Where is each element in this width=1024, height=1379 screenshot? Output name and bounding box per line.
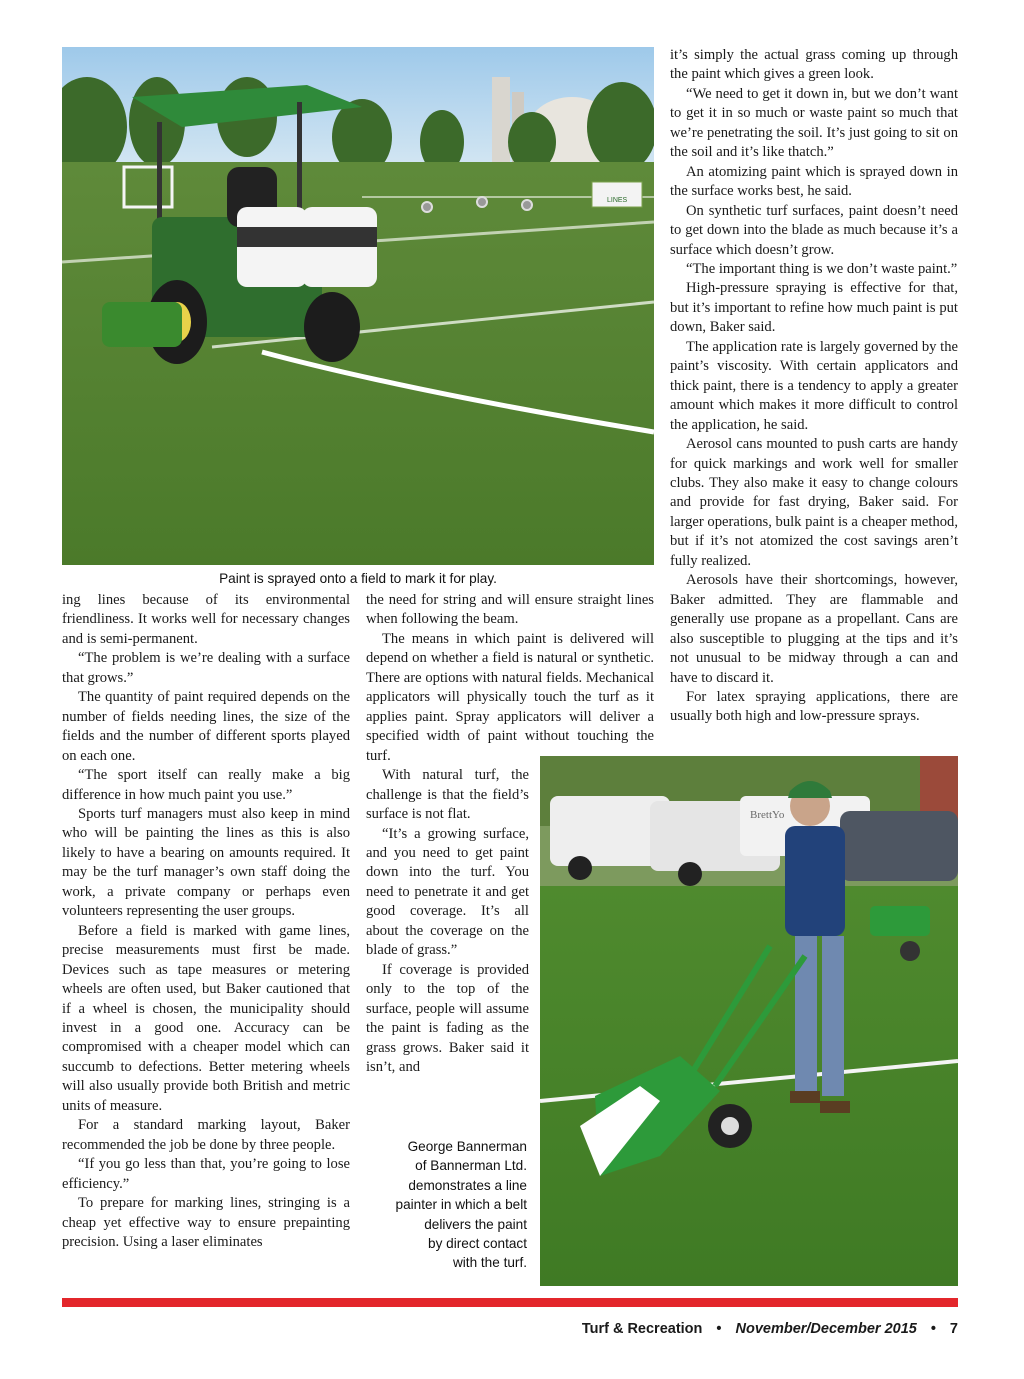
paragraph: the need for string and will ensure straight lines when following the beam. [366, 592, 654, 628]
paragraph: “It’s a growing surface, and you need to get paint down into the turf. You need to penetrate it and get good coverage. It’s all about the coverage on the blade of grass.” [366, 825, 529, 959]
caption-line: George Bannerman [407, 1139, 527, 1154]
caption-line: of Bannerman Ltd. [415, 1158, 527, 1174]
photo-line-painter [540, 756, 958, 1286]
paragraph: “The problem is we’re dealing with a surface that grows.” [62, 650, 350, 686]
caption-line: with the turf. [452, 1255, 527, 1271]
paragraph: it’s simply the actual grass coming up through the paint which gives a green look. [670, 47, 958, 83]
paragraph: The quantity of paint required depends on the number of fields needing lines, the size of the fields and the number of different sports played on each one. [62, 689, 350, 764]
paragraph: Aerosol cans mounted to push carts are handy for quick markings and work well for smaller clubs. They also make it easy to change colours and provide for fast drying, Baker said. For larger operations, bulk paint is a cheaper method, but if it’s not atomized the cost savings aren’t fully realized. [670, 436, 958, 569]
photo-caption-line-painter [370, 1137, 527, 1273]
paragraph: Aerosols have their shortcomings, however, Baker admitted. They are flammable and generally use propane as a propellant. Cans are also susceptible to plugging at the tips and it’s not unusual to be midway through a can and have to discard it. [670, 572, 958, 686]
article-column-3 [670, 46, 958, 727]
paragraph: The application rate is largely governed by the paint’s viscosity. With certain applicators and thick paint, there is a tendency to apply a greater amount which makes it more difficult to control the application, he said. [670, 338, 958, 433]
issue-date: November/December 2015 [735, 1321, 917, 1337]
paragraph: “The sport itself can really make a big difference in how much paint you use.” [62, 767, 350, 803]
article-column-2-upper [366, 591, 654, 630]
article-column-1 [62, 591, 350, 1252]
page-number: 7 [949, 1321, 958, 1337]
page-footer [400, 1321, 958, 1337]
paragraph: If coverage is provided only to the top of the surface, people will assume the paint is fading as the grass grows. Baker said it isn’t, and [366, 961, 529, 1075]
paragraph: Sports turf managers must also keep in mind who will be painting the lines as this is also likely to have a bearing on amounts required. It may be the turf manager’s own staff doing the work, a private company or perhaps even volunteers representing the user groups. [62, 805, 350, 920]
footer-accent-bar [62, 1298, 958, 1307]
article-column-2 [366, 630, 654, 1077]
caption-line: demonstrates a line [408, 1177, 527, 1193]
caption-line: painter in which a belt [395, 1197, 527, 1213]
paragraph: Before a field is marked with game lines, precise measurements must first be made. Devices such as tape measures or metering wheels are often used, but Baker cautioned that if a wheel is chosen, the municipality should invest in a good one. Accuracy can be compromised with a cheaper model which can succumb to defections. Better metering wheels will also usually provide both British and metric units of measure. [62, 922, 350, 1114]
separator-dot: • [930, 1321, 936, 1337]
separator-dot: • [716, 1321, 722, 1337]
publication-name: Turf & Recreation [581, 1321, 703, 1337]
truck-text: BrettYo [750, 809, 785, 821]
paragraph: For latex spraying applications, there are usually both high and low-pressure sprays. [670, 688, 958, 725]
paragraph: To prepare for marking lines, stringing is a cheap yet effective way to ensure prepainting precision. Using a laser eliminates [62, 1195, 350, 1250]
photo-caption-tractor: Paint is sprayed onto a field to mark it for play. [219, 571, 497, 586]
paragraph: With natural turf, the challenge is that the field’s surface is not flat. [366, 767, 529, 823]
photo-tractor-sprayer [62, 47, 654, 565]
paragraph: For a standard marking layout, Baker recommended the job be done by three people. [62, 1117, 350, 1153]
caption-line: delivers the paint [424, 1216, 527, 1232]
paragraph: High-pressure spraying is effective for that, but it’s important to refine how much paint is put down, Baker said. [670, 280, 958, 336]
paragraph: “We need to get it down in, but we don’t want to get it in so much or waste paint so much that we’re penetrating the soil. It’s just going to sit on the soil and it’s like thatch.” [670, 85, 958, 161]
sign-text: LINES [607, 197, 628, 204]
paragraph: An atomizing paint which is sprayed down in the surface works best, he said. [670, 163, 958, 200]
paragraph: The means in which paint is delivered will depend on whether a field is natural or synthetic. There are options with natural fields. Mechanical applicators will physically touch the turf as it applies paint. Spray applicators will deliver a specified width of paint without touching the turf. [366, 631, 654, 764]
paragraph: “The important thing is we don’t waste paint.” [686, 260, 958, 277]
paragraph: ing lines because of its environmental friendliness. It works well for necessary changes and is semi-permanent. [62, 592, 350, 647]
paragraph: “If you go less than that, you’re going to lose efficiency.” [62, 1156, 350, 1192]
caption-line: by direct contact [428, 1236, 527, 1252]
paragraph: On synthetic turf surfaces, paint doesn’t need to get down into the blade as much because it’s a surface which doesn’t grow. [670, 202, 958, 258]
